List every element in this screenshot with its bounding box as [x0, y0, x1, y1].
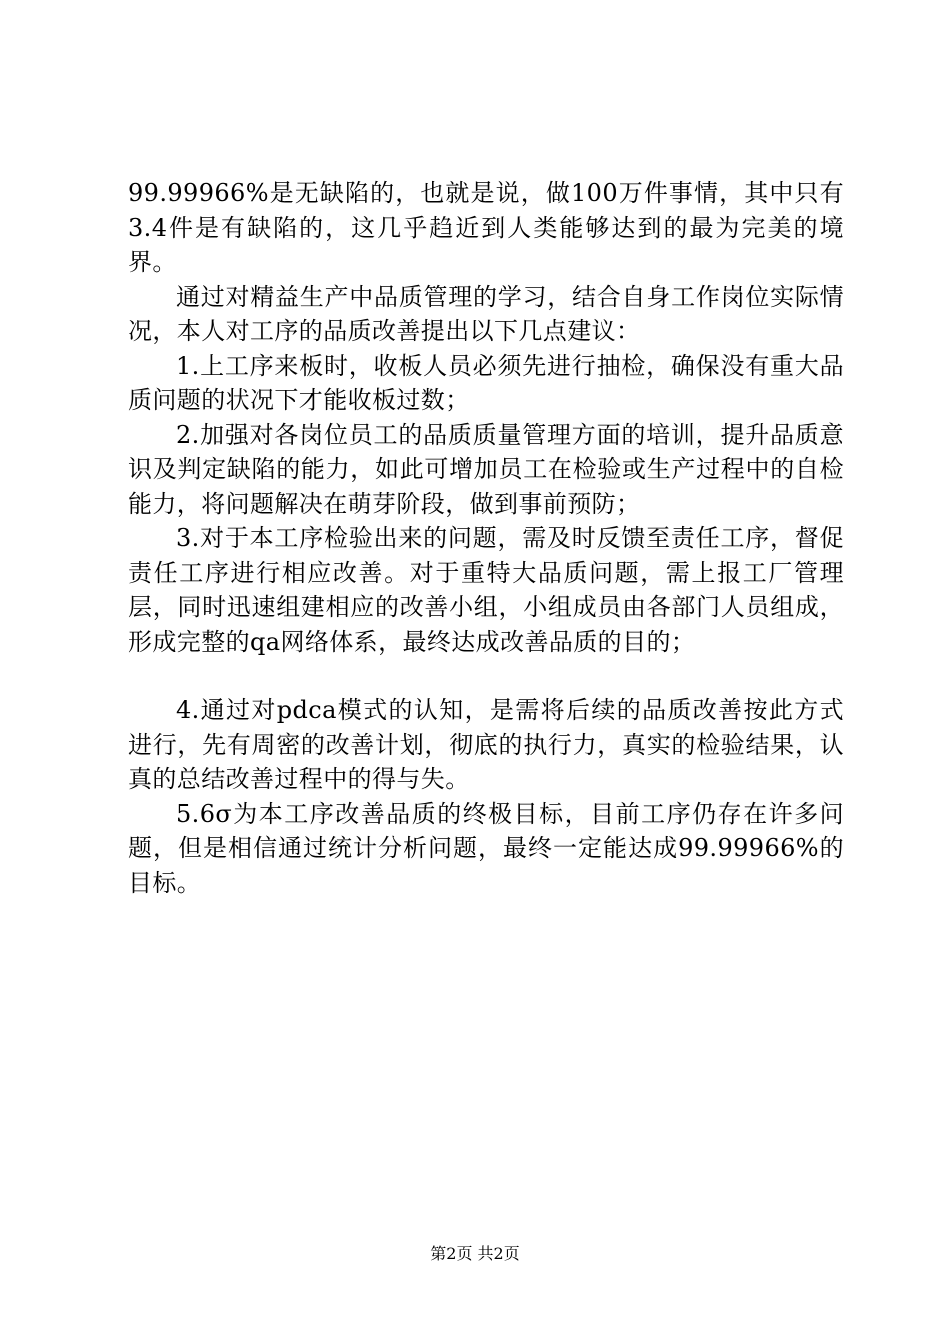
paragraph-summary: 通过对精益生产中品质管理的学习，结合自身工作岗位实际情况，本人对工序的品质改善提出以下几点建议：	[128, 282, 844, 345]
document-body	[128, 176, 844, 900]
paragraph-intro-continuation: 99.99966%是无缺陷的，也就是说，做100万件事情，其中只有3.4件是有缺陷的，这几乎趋近到人类能够达到的最为完美的境界。	[128, 179, 844, 276]
page-footer: 第2页 共2页	[430, 1244, 520, 1263]
paragraph-conclusion: 5.6σ为本工序改善品质的终极目标，目前工序仍存在许多问题，但是相信通过统计分析问题，最终一定能达成99.99966%的目标。	[128, 799, 844, 897]
paragraph-suggestion-2: 2.加强对各岗位员工的品质质量管理方面的培训，提升品质意识及判定缺陷的能力，如此可增加员工在检验或生产过程中的自检能力，将问题解决在萌芽阶段，做到事前预防；	[128, 420, 844, 518]
paragraph-suggestion-1: 1.上工序来板时，收板人员必须先进行抽检，确保没有重大品质问题的状况下才能收板过数；	[128, 351, 844, 414]
paragraph-suggestion-4: 4.通过对pdca模式的认知，是需将后续的品质改善按此方式进行，先有周密的改善计划，彻底的执行力，真实的检验结果，认真的总结改善过程中的得与失。	[128, 696, 844, 793]
paragraph-suggestion-3: 3.对于本工序检验出来的问题，需及时反馈至责任工序，督促责任工序进行相应改善。对于重特大品质问题，需上报工厂管理层，同时迅速组建相应的改善小组，小组成员由各部门人员组成，形成完整的qa网络体系，最终达成改善品质的目的；	[128, 524, 844, 656]
